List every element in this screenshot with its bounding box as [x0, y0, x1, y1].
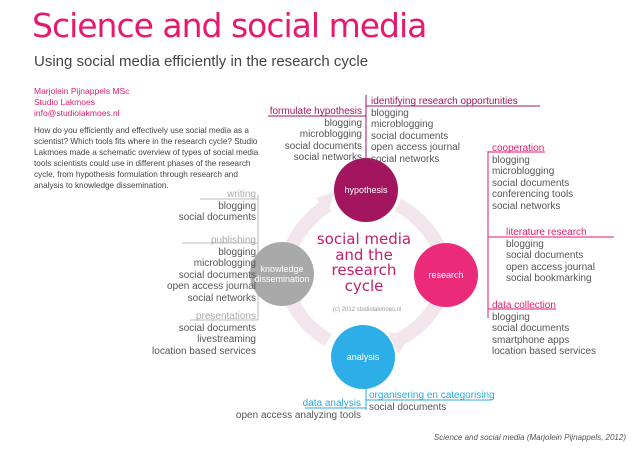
list-item: social documents — [492, 323, 570, 334]
list-item: social documents — [369, 401, 447, 413]
list-item: social networks — [492, 200, 561, 212]
list-item: blogging — [324, 117, 362, 129]
section-title: organisering en categorising — [369, 390, 495, 401]
list-item: social bookmarking — [506, 273, 592, 284]
list-item: blogging — [218, 246, 256, 258]
knowledge-node — [250, 242, 314, 306]
list-item: blogging — [506, 238, 544, 250]
list-item: location based services — [152, 345, 256, 357]
list-item: social documents — [492, 177, 570, 189]
list-item: social networks — [187, 292, 256, 304]
author-email[interactable]: info@studiolakmoes.nl — [34, 108, 120, 118]
list-item: microblogging — [371, 119, 434, 130]
list-item: social networks — [371, 153, 440, 165]
list-item: open access journal — [371, 142, 460, 153]
intro-text: How do you efficiently and effectively use social media as a scientist? Which tools fits where in the research cycle? Studio Lakmoes made a schematic overview of types of social media tools scientists could use in different phases of the research cycle, from hypothesis formulation through research and analysis to knowledge dissemination. — [34, 126, 259, 190]
center-line-1: social media — [316, 230, 412, 248]
section-title: writing — [227, 189, 256, 200]
list-item: social documents — [284, 140, 362, 152]
section-data-analysis — [220, 398, 361, 421]
list-item: social documents — [506, 250, 584, 261]
knowledge-label-line1: knowledge — [260, 264, 304, 274]
knowledge-label — [254, 264, 309, 284]
list-item: livestreaming — [197, 334, 256, 345]
list-item: social documents — [371, 130, 449, 142]
center-line-2: and the — [335, 245, 393, 264]
list-item: social documents — [178, 212, 256, 223]
cycle-center-title — [316, 232, 412, 294]
section-literature — [506, 227, 595, 285]
section-title: cooperation — [492, 143, 545, 154]
section-title: literature research — [506, 227, 587, 238]
list-item: blogging — [218, 200, 256, 212]
section-title: data analysis — [302, 398, 361, 409]
section-organising — [369, 390, 495, 413]
author-name: Marjolein Pijnappels MSc — [34, 86, 130, 96]
list-item: microblogging — [193, 258, 256, 269]
section-title: presentations — [195, 311, 256, 322]
analysis-label: analysis — [346, 352, 380, 362]
section-title: data collection — [492, 300, 556, 311]
list-item: open access analyzing tools — [235, 409, 361, 421]
center-line-3: research — [331, 261, 397, 279]
section-formulate-hypothesis — [240, 106, 362, 164]
section-publishing — [130, 235, 256, 304]
section-title: publishing — [210, 235, 256, 246]
list-item: smartphone apps — [492, 334, 570, 346]
list-item: blogging — [492, 311, 530, 323]
list-item: social networks — [293, 152, 362, 163]
list-item: location based services — [492, 346, 596, 357]
list-item: conferencing tools — [492, 189, 574, 200]
footer-credit: Science and social media (Marjolein Pijnappels, 2012) — [433, 433, 626, 442]
center-line-4: cycle — [344, 276, 384, 295]
section-cooperation — [492, 143, 573, 212]
author-org: Studio Lakmoes — [34, 97, 95, 107]
knowledge-label-line2: dissemination — [254, 274, 310, 284]
section-title: identifying research opportunities — [371, 96, 518, 107]
list-item: blogging — [371, 107, 409, 119]
copyright-text: (c) 2012 studiolakmoes.nl — [333, 307, 402, 313]
section-presentations — [130, 311, 256, 357]
list-item: blogging — [492, 154, 530, 166]
analysis-node — [331, 325, 395, 389]
list-item: open access journal — [167, 281, 256, 292]
research-node — [414, 243, 478, 307]
page-subtitle: Using social media efficiently in the research cycle — [34, 53, 369, 70]
list-item: microblogging — [299, 129, 362, 140]
page-title: Science and social media — [32, 6, 427, 45]
list-item: microblogging — [492, 166, 555, 177]
research-label: research — [428, 270, 464, 280]
list-item: open access journal — [506, 261, 595, 273]
hypothesis-node — [334, 158, 398, 222]
section-title: formulate hypothesis — [269, 106, 362, 117]
section-writing — [130, 189, 256, 224]
list-item: social documents — [178, 269, 256, 281]
list-item: social documents — [178, 322, 256, 334]
hypothesis-label: hypothesis — [344, 185, 388, 195]
section-data-collection — [492, 300, 596, 358]
